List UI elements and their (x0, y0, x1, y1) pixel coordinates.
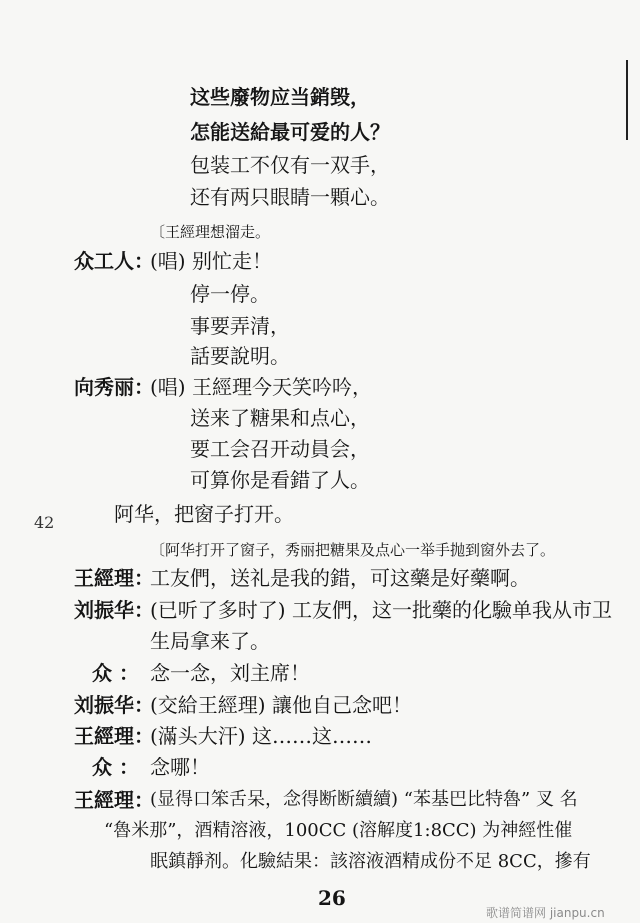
verse-line: 怎能送給最可爱的人？ (190, 120, 390, 144)
speaker-label: 众 ： (92, 755, 139, 779)
dialogue-line: (显得口笨舌呆，念得断断續續) “苯基巴比特魯” 叉 名 (150, 789, 578, 810)
dialogue-line: (滿头大汗) 这……这…… (150, 724, 372, 748)
dialogue-line: (交給王經理) 讓他自己念吧！ (150, 693, 412, 717)
watermark: 歌谱简谱网 jianpu.cn (486, 906, 605, 920)
verse-line: 还有两只眼睛一顆心。 (190, 185, 390, 209)
dialogue-line: 事要弄清， (190, 314, 290, 338)
dialogue-line: 話要說明。 (190, 344, 290, 368)
dialogue-line: (唱) 王經理今天笑吟吟， (150, 375, 372, 399)
page-number: 26 (318, 886, 346, 910)
speaker-label: 向秀丽： (74, 375, 154, 399)
dialogue-line: 生局拿来了。 (150, 629, 270, 653)
speaker-label: 刘振华： (74, 598, 154, 622)
dialogue-line: (已听了多时了) 工友們，这一批藥的化驗单我从市卫 (150, 598, 612, 622)
dialogue-line: 阿华，把窗子打开。 (114, 502, 294, 526)
dialogue-line: 念一念，刘主席！ (150, 661, 310, 685)
verse-line: 这些廢物应当銷毁， (190, 85, 370, 109)
dialogue-line: 要工会召开动員会， (190, 437, 370, 461)
dialogue-line: 可算你是看錯了人。 (190, 468, 370, 492)
speaker-label: 众 ： (92, 661, 139, 685)
speaker-label: 众工人： (74, 249, 154, 273)
dialogue-line: 送来了糖果和点心， (190, 406, 370, 430)
dialogue-line: 停一停。 (190, 282, 270, 306)
page-edge-rule (626, 60, 628, 140)
dialogue-line: “魯米那”，酒精溶液，100CC (溶解度1:8CC) 为神經性催 (104, 820, 573, 841)
dialogue-line: 念哪！ (150, 755, 210, 779)
dialogue-line: (唱) 别忙走！ (150, 249, 272, 273)
margin-mark: 42 (34, 513, 55, 532)
speaker-label: 王經理： (74, 788, 154, 812)
stage-direction: 〔王經理想溜走。 (150, 223, 271, 241)
verse-line: 包装工不仅有一双手， (190, 153, 390, 177)
speaker-label: 王經理： (74, 566, 154, 590)
stage-direction: 〔阿华打开了窗子，秀丽把糖果及点心一举手抛到窗外去了。 (150, 541, 556, 559)
speaker-label: 王經理： (74, 724, 154, 748)
dialogue-line: 眠鎮靜剂。化驗結果：該溶液酒精成份不足 8CC，摻有 (150, 851, 591, 872)
dialogue-line: 工友們，送礼是我的錯，可这藥是好藥啊。 (150, 566, 530, 590)
speaker-label: 刘振华： (74, 693, 154, 717)
